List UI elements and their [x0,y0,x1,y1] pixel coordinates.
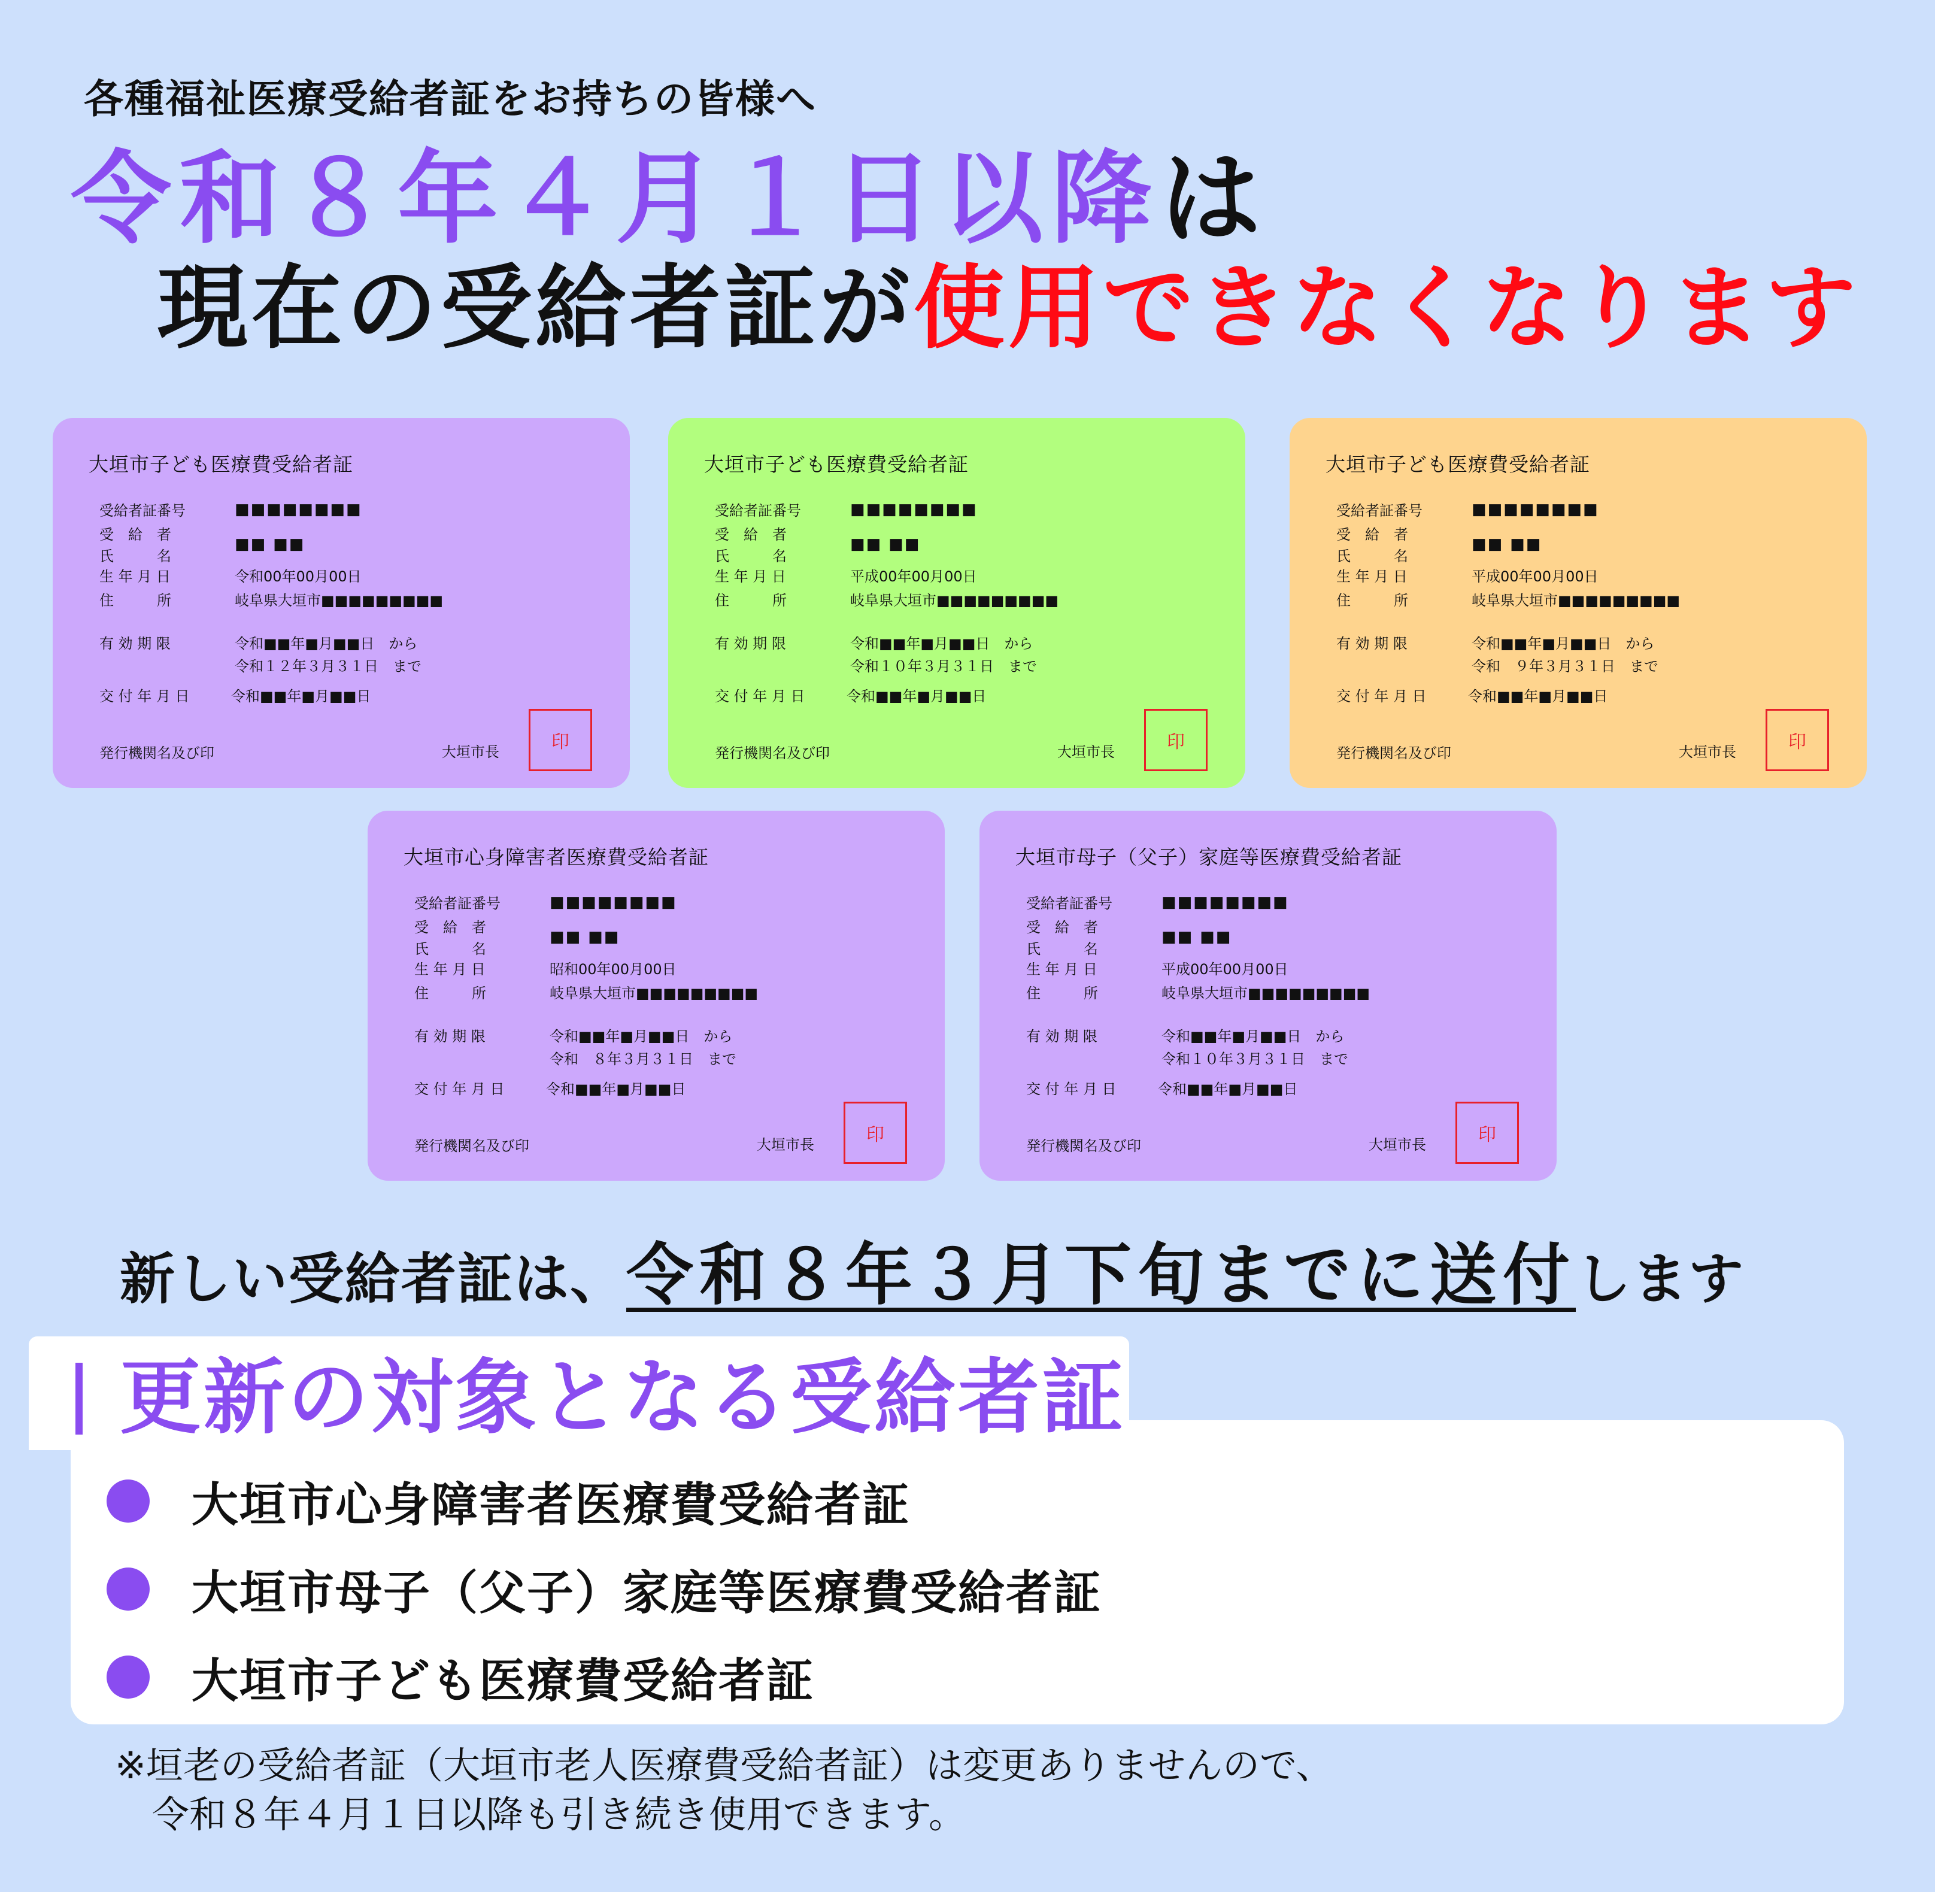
value-name: ■■ ■■ [1472,535,1542,553]
card-title: 大垣市母子（父子）家庭等医療費受給者証 [1015,845,1402,869]
seal-stamp: 印 [1455,1102,1519,1164]
issuer-label: 発行機関名及び印 [99,745,214,762]
target-section-header [29,1336,1129,1450]
value-name: ■■ ■■ [235,535,305,553]
label-issued: 交 付 年 月 日 [414,1081,505,1097]
issuer-label: 発行機関名及び印 [715,745,830,762]
bullet-icon [107,1656,150,1699]
value-address: 岐阜県大垣市■■■■■■■■■ [235,592,444,609]
label-birth: 生 年 月 日 [715,568,786,585]
value-number: ■■■■■■■■ [1161,893,1289,911]
value-birth: 令和00年00月00日 [235,568,362,585]
send-prefix: 新しい受給者証は、 [120,1247,627,1311]
label-birth: 生 年 月 日 [1336,568,1408,585]
mayor-label: 大垣市長 [442,744,499,760]
value-valid-to: 令和１０年３月３１日 まで [1161,1051,1348,1068]
value-number: ■■■■■■■■ [1472,501,1599,519]
seal-stamp: 印 [844,1102,907,1164]
label-issued: 交 付 年 月 日 [99,688,190,705]
label-address: 住 所 [1026,985,1098,1002]
label-recipient: 受 給 者 [1026,919,1098,936]
label-issued: 交 付 年 月 日 [715,688,805,705]
value-birth: 平成00年00月00日 [850,568,977,585]
value-valid-to: 令和１０年３月３１日 まで [850,658,1037,675]
card-title: 大垣市心身障害者医療費受給者証 [404,845,709,869]
label-valid: 有 効 期 限 [715,635,786,652]
label-birth: 生 年 月 日 [99,568,171,585]
label-birth: 生 年 月 日 [414,961,486,978]
headline-line2 [157,248,1860,368]
card-kodomo-orange [1290,418,1867,788]
value-valid-to: 令和 ８年３月３１日 まで [550,1051,736,1068]
intro-text: 各種福祉医療受給者証をお持ちの皆様へ [84,76,817,122]
section-title: 更新の対象となる受給者証 [120,1351,1126,1445]
headline-warning: 使用できなくなります [914,255,1860,361]
label-name: 氏 名 [715,548,787,565]
seal-stamp: 印 [529,709,592,771]
label-issued: 交 付 年 月 日 [1336,688,1427,705]
label-valid: 有 効 期 限 [99,635,171,652]
headline-prefix: 現在の受給者証が [157,255,914,361]
label-valid: 有 効 期 限 [414,1028,486,1045]
value-valid-to: 令和１２年３月３１日 まで [235,658,421,675]
label-name: 氏 名 [414,941,486,957]
value-issued: 令和■■年■月■■日 [1468,688,1608,705]
send-emphasis: 令和８年３月下旬までに送付 [626,1236,1576,1314]
list-item-label: 大垣市心身障害者医療費受給者証 [192,1478,911,1532]
issuer-label: 発行機関名及び印 [414,1138,529,1154]
list-item-label: 大垣市子ども医療費受給者証 [192,1654,815,1708]
label-number: 受給者証番号 [1336,502,1423,519]
label-name: 氏 名 [1336,548,1408,565]
card-shinshin [368,811,945,1181]
label-number: 受給者証番号 [715,502,801,519]
issuer-label: 発行機関名及び印 [1336,745,1451,762]
value-valid-to: 令和 ９年３月３１日 まで [1472,658,1658,675]
value-name: ■■ ■■ [1161,928,1232,946]
mayor-label: 大垣市長 [1679,744,1736,760]
value-valid-from: 令和■■年■月■■日 から [550,1028,733,1045]
list-item [107,1468,910,1534]
headline-date: 令和８年４月１日以降 [71,140,1160,257]
value-number: ■■■■■■■■ [235,501,362,519]
value-number: ■■■■■■■■ [550,893,677,911]
issuer-label: 発行機関名及び印 [1026,1138,1141,1154]
value-birth: 平成00年00月00日 [1161,961,1288,978]
list-item [107,1556,1102,1622]
label-number: 受給者証番号 [1026,895,1112,912]
label-recipient: 受 給 者 [99,526,171,543]
card-boshi [979,811,1557,1181]
value-valid-from: 令和■■年■月■■日 から [1472,635,1655,652]
mayor-label: 大垣市長 [757,1136,814,1153]
send-suffix: します [1576,1247,1745,1311]
label-number: 受給者証番号 [99,502,186,519]
value-name: ■■ ■■ [850,535,921,553]
label-recipient: 受 給 者 [1336,526,1408,543]
value-valid-from: 令和■■年■月■■日 から [235,635,418,652]
value-issued: 令和■■年■月■■日 [1158,1081,1298,1097]
card-kodomo-purple [53,418,630,788]
bullet-icon [107,1479,150,1523]
mayor-label: 大垣市長 [1369,1136,1426,1153]
label-valid: 有 効 期 限 [1336,635,1408,652]
seal-stamp: 印 [1144,709,1208,771]
value-issued: 令和■■年■月■■日 [847,688,987,705]
card-title: 大垣市子ども医療費受給者証 [704,453,969,476]
value-number: ■■■■■■■■ [850,501,978,519]
bullet-icon [107,1568,150,1611]
footnote-line2: 令和８年４月１日以降も引き続き使用できます。 [152,1793,966,1836]
seal-stamp: 印 [1766,709,1829,771]
card-title: 大垣市子ども医療費受給者証 [89,453,353,476]
label-recipient: 受 給 者 [715,526,787,543]
value-address: 岐阜県大垣市■■■■■■■■■ [850,592,1059,609]
mayor-label: 大垣市長 [1057,744,1115,760]
value-valid-from: 令和■■年■月■■日 から [850,635,1033,652]
value-address: 岐阜県大垣市■■■■■■■■■ [1472,592,1681,609]
label-valid: 有 効 期 限 [1026,1028,1097,1045]
label-birth: 生 年 月 日 [1026,961,1097,978]
value-valid-from: 令和■■年■月■■日 から [1161,1028,1345,1045]
send-notice [120,1221,1745,1318]
label-name: 氏 名 [99,548,171,565]
value-address: 岐阜県大垣市■■■■■■■■■ [1161,985,1370,1002]
list-item [107,1644,814,1710]
section-accent-bar [75,1363,83,1435]
value-birth: 昭和00年00月00日 [550,961,677,978]
label-address: 住 所 [1336,592,1408,609]
headline-particle: は [1160,140,1269,257]
footnote [115,1741,1333,1839]
target-list-box [71,1420,1844,1724]
card-kodomo-green [668,418,1245,788]
list-item-label: 大垣市母子（父子）家庭等医療費受給者証 [192,1566,1102,1620]
label-address: 住 所 [414,985,486,1002]
footnote-line1: ※垣老の受給者証（大垣市老人医療費受給者証）は変更ありませんので、 [115,1744,1333,1787]
value-issued: 令和■■年■月■■日 [546,1081,686,1097]
label-recipient: 受 給 者 [414,919,486,936]
card-title: 大垣市子ども医療費受給者証 [1326,453,1590,476]
label-issued: 交 付 年 月 日 [1026,1081,1117,1097]
value-issued: 令和■■年■月■■日 [231,688,371,705]
headline-line1 [71,139,1269,259]
value-address: 岐阜県大垣市■■■■■■■■■ [550,985,759,1002]
value-name: ■■ ■■ [550,928,620,946]
label-address: 住 所 [715,592,787,609]
value-birth: 平成00年00月00日 [1472,568,1599,585]
label-number: 受給者証番号 [414,895,501,912]
label-address: 住 所 [99,592,171,609]
label-name: 氏 名 [1026,941,1098,957]
